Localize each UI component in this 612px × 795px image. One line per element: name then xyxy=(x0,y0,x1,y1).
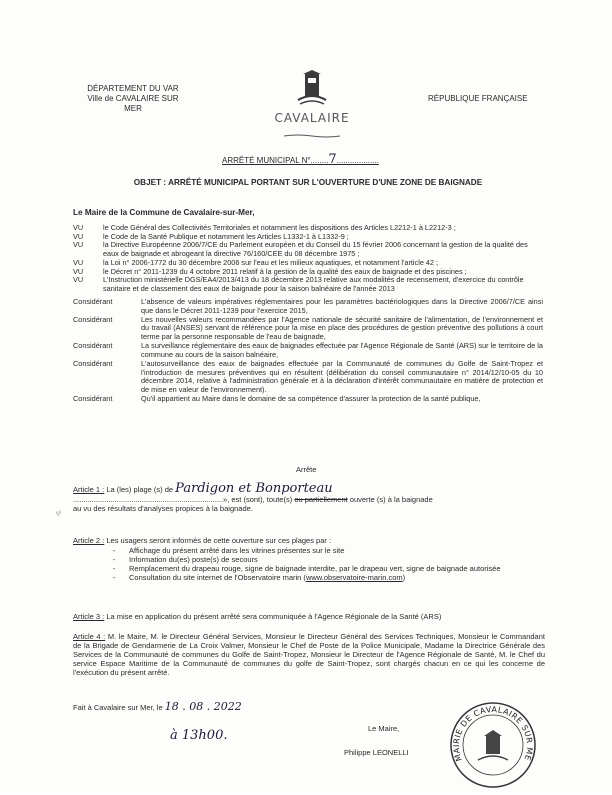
vu-text: le Code Général des Collectivités Territoriales et notamment les dispositions des Articles L2212-1 à L2212-3 ; xyxy=(103,223,456,232)
arrete-number-dots: ........ xyxy=(310,156,329,165)
vu-tag: VU xyxy=(73,240,84,250)
vu-tag: VU xyxy=(73,223,84,232)
article-3-label: Article 3 : xyxy=(73,612,105,621)
header-department-line: DÉPARTEMENT DU VAR xyxy=(87,84,179,93)
header-city-line-2: MER xyxy=(124,104,142,113)
observatoire-link[interactable]: www.observatoire-marin.com xyxy=(305,573,403,582)
article-1-text-before: La (les) plage (s) de xyxy=(106,485,174,494)
article-2-bullets xyxy=(99,546,543,582)
arrete-number-dots-after: ................... xyxy=(336,156,379,165)
considerant-tag: Considérant xyxy=(73,314,113,324)
vu-tag: VU xyxy=(73,266,84,276)
header-city-line: Ville de CAVALAIRE SUR xyxy=(87,94,179,103)
header-department xyxy=(68,84,198,114)
article-1-dots: ........................................................................ xyxy=(73,495,224,504)
maire-name: Philippe LEONELLI xyxy=(344,748,409,757)
bullet-item xyxy=(99,555,543,564)
stamp-text: MAIRIE DE CAVALAIRE SUR ME xyxy=(451,704,535,763)
considerant-text: La surveillance réglementaire des eaux de baignades effectuée par l'Agence Régionale de Santé (ARS) sur le territoire de la commune au cours de la saison balnéaire, xyxy=(141,341,543,359)
considerant-item xyxy=(73,360,543,395)
article-1-line2: au vu des résultats d'analyses propices à la baignade. xyxy=(73,504,253,513)
article-1-struck-text: ou partiellement xyxy=(294,495,348,504)
bullet-text: Information du(es) poste(s) de secours xyxy=(129,555,258,564)
vu-tag: VU xyxy=(73,231,84,241)
vu-text: la Loi n° 2006-1772 du 30 décembre 2006 sur l'eau et les milieux aquatiques, et notamment l'article 42 ; xyxy=(103,257,439,267)
considerant-tag: Considérant xyxy=(73,358,113,368)
considerant-tag: Considérant xyxy=(73,393,113,403)
bullet-item xyxy=(99,573,543,582)
considerant-tag: Considérant xyxy=(73,297,113,306)
margin-scribble: ᵞ/ⁱ xyxy=(56,511,62,518)
fait-text: Fait à Cavalaire sur Mer, le xyxy=(73,703,163,712)
considerant-text: Qu'il appartient au Maire dans le domaine de sa compétence d'assurer la protection de la santé publique, xyxy=(141,393,481,403)
fait-line xyxy=(73,700,242,713)
vu-text: la Directive Européenne 2006/7/CE du Parlement européen et du Conseil du 15 février 2006 concernant la gestion de la qualité des eaux de baignade et abrogeant la directive 76/160/CEE du 08 décembre 1975 ; xyxy=(103,240,528,259)
objet-heading: OBJET : ARRÊTÉ MUNICIPAL PORTANT SUR L'OUVERTURE D'UNE ZONE DE BAIGNADE xyxy=(133,178,483,187)
bullet-dash: - xyxy=(112,564,116,573)
maire-role: Le Maire, xyxy=(368,724,400,733)
vu-item xyxy=(73,276,543,293)
considerant-item xyxy=(73,395,543,404)
bullet-dash: - xyxy=(112,573,116,582)
article-1 xyxy=(73,481,543,513)
article-2-intro: Les usagers seront informés de cette ouverture sur ces plages par : xyxy=(106,536,332,545)
bullet-text: Affichage du présent arrêté dans les vitrines présentes sur le site xyxy=(129,546,345,555)
bullet-text: Consultation du site internet de l'Observatoire marin ( xyxy=(129,573,306,582)
time-handwritten: à 13h00. xyxy=(170,728,228,743)
header-republic: RÉPUBLIQUE FRANÇAISE xyxy=(428,94,528,103)
bullet-item xyxy=(99,546,543,555)
considerant-text: Les nouvelles valeurs recommandées par l'Agence nationale de sécurité sanitaire de l'alimentation, de l'environnement et du travail (ANSES) servant de référence pour la mise en place des procédures de gestion préventive des pollutions à court terme par la personne responsable de l'eau de baignade, xyxy=(141,314,543,342)
stamp-crest-icon xyxy=(478,730,508,760)
maire-line: Le Maire de la Commune de Cavalaire-sur-Mer, xyxy=(73,208,255,217)
arrete-number-handwritten: 7 xyxy=(328,152,337,167)
logo-wave-icon xyxy=(282,134,342,138)
article-2 xyxy=(73,536,543,582)
vu-text: le Code de la Santé Publique et notamment les Articles L1332-1 à L1332-9 ; xyxy=(103,231,349,241)
article-4-label: Article 4 : xyxy=(73,632,106,641)
mairie-stamp xyxy=(448,700,538,790)
article-1-handwritten-beaches: Pardigon et Bonporteau xyxy=(175,481,333,496)
considerant-item xyxy=(73,298,543,315)
considerant-item xyxy=(73,342,543,359)
bullet-dash: - xyxy=(112,546,116,555)
considerant-item xyxy=(73,316,543,342)
arrete-heading: Arrête xyxy=(296,465,317,474)
article-2-label: Article 2 : xyxy=(73,536,105,545)
arrete-number-line xyxy=(222,152,379,167)
bullet-dash: - xyxy=(112,555,116,564)
logo-wordmark: CAVALAIRE xyxy=(274,111,350,125)
vu-tag: VU xyxy=(73,275,84,285)
vu-text: L'Instruction ministérielle DGS/EA4/2013/413 du 18 décembre 2013 relative aux modalités de recensement, d'exercice du contrôle sanitaire et de classement des eaux de baignade pour la saison balnéaire de l'année 2013 xyxy=(103,275,524,293)
vu-item xyxy=(73,241,543,258)
bullet-text: Remplacement du drapeau rouge, signe de baignade interdite, par le drapeau vert, signe de baignade autorisée xyxy=(129,564,501,573)
vu-text: le Décret n° 2011-1239 du 4 octobre 2011 relatif à la gestion de la qualité des eaux de baignade et des piscines ; xyxy=(103,266,467,276)
arrete-number-label: ARRÊTÉ MUNICIPAL N° xyxy=(222,156,311,165)
official-stamp-icon xyxy=(448,700,538,790)
article-3 xyxy=(73,612,543,621)
article-4-text: M. le Maire, M. le Directeur Général Services, Monsieur le Directeur Général des Services Techniques, Monsieur le Commandant de la Brigade de Gendarmerie de La Croix Valmer, Monsieur le Chef de Poste de la Police Municipale, Madame la Directrice Générale des Services de la Communauté de communes du Golfe de Saint-Tropez, Monsieur le Directeur de l'Agence Régionale de Santé, M. le Chef du service Espace Maritime de la Communauté de communes du golfe de Saint-Tropez, sont chargés chacun en ce qui les concerne de l'exécution du présent arrêté. xyxy=(73,632,545,677)
considerant-text: L'absence de valeurs impératives réglementaires pour les paramètres bactériologiques dans la Directive 2006/7/CE ainsi que dans le Décret 2011-1239 pour l'exercice 2015, xyxy=(141,297,543,315)
vu-list xyxy=(73,224,543,294)
considerant-list xyxy=(73,298,543,404)
vu-tag: VU xyxy=(73,257,84,267)
article-1-label: Article 1 : xyxy=(73,485,105,494)
cavalaire-logo xyxy=(262,70,362,130)
lighthouse-emblem-icon xyxy=(292,70,332,106)
considerant-text: L'autosurveillance des eaux de baignades effectuée par la Communauté de communes du Golfe de Saint-Tropez et l'introduction de mesures préventives qui en résultent (délibération du conseil communautaire n° 2014/12/10-05 du 10 décembre 2014, relative à l'administration générale et à la déclaration d'intérêt communautaire en matière de protection et de mise en valeur de l'environnement). xyxy=(141,358,543,394)
considerant-tag: Considérant xyxy=(73,341,113,351)
article-1-text-mid: », est (sont), toute(s) xyxy=(223,495,293,504)
article-3-text: La mise en application du présent arrêté sera communiquée à l'Agence Régionale de la Santé (ARS) xyxy=(106,612,442,621)
article-4 xyxy=(73,632,545,677)
bullet-item xyxy=(99,564,543,573)
bullet-text-end: ) xyxy=(402,573,406,582)
article-1-text-after: ouverte (s) à la baignade xyxy=(349,495,433,504)
date-handwritten: 18 . 08 . 2022 xyxy=(164,700,242,713)
